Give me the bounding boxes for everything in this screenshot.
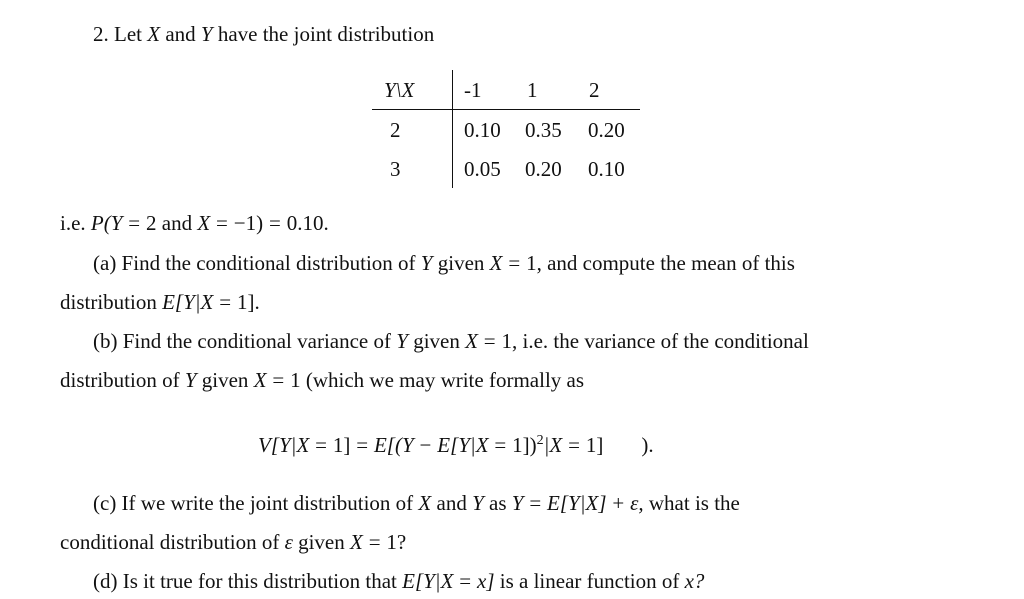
variance-equation [258,428,654,458]
part-d-line [93,568,704,594]
part-a-expr: E[Y|X [162,290,214,314]
part-c-as: as [489,491,507,515]
eq-bar: |X [543,433,563,457]
part-b-y: Y [396,329,408,353]
eq-one2: 1]) [512,433,537,457]
part-d-tail: is a linear function of [499,569,680,593]
ie-x: X [197,211,211,235]
part-b-x: X [465,329,478,353]
part-c-line2-text: conditional distribution of [60,530,280,554]
part-a-expr-end: 1]. [236,290,260,314]
part-a-text: (a) Find the conditional distribution of [93,251,416,275]
eq-mid: E[(Y [373,433,414,457]
heading-var-x: X [147,22,161,46]
table-col-header: 2 [589,78,600,102]
part-c-eps: ε, [630,491,644,515]
ie-eq3: = [268,211,281,235]
part-b-tail: 1, i.e. the variance of the conditional [501,329,809,353]
part-c-line-2 [60,529,406,555]
part-b-given2: given [201,368,249,392]
part-a-line2-text: distribution [60,290,157,314]
part-d-text: (d) Is it true for this distribution that [93,569,397,593]
part-c-y2: Y [511,491,524,515]
part-d-x: x] [477,569,495,593]
eq-eq1: = [315,433,327,457]
part-c-given: given [298,530,345,554]
part-a-eq2: = [219,290,232,314]
part-a-given: given [437,251,485,275]
part-a-y: Y [420,251,433,275]
part-d-expr: E[Y|X [402,569,454,593]
ie-two-and: 2 and [146,211,193,235]
table-horizontal-rule [372,109,640,110]
table-cell: 0.20 [525,157,562,181]
part-c-end: 1? [386,530,407,554]
part-b-tail2: 1 (which we may write formally as [290,368,585,392]
ie-p-open: P(Y [90,211,123,235]
ie-val: 0.10. [286,211,329,235]
eq-eq2: = [356,433,369,457]
part-c-x2: X [350,530,363,554]
part-c-y: Y [472,491,484,515]
heading-var-y: Y [200,22,213,46]
table-col-header: 1 [527,78,538,102]
part-b-given: given [413,329,460,353]
ie-eq1: = [128,211,141,235]
heading-text-after: have the joint distribution [217,22,435,46]
eq-square: 2 [536,433,544,448]
table-corner-label: Y\X [384,78,415,102]
part-b-eq2: = [272,368,285,392]
part-b-line-2 [60,367,584,393]
table-col-header: -1 [464,78,482,102]
part-d-x2: x? [684,569,705,593]
eq-eq4: = [568,433,580,457]
part-c-plus: + [612,491,625,515]
part-b-eq: = [483,329,496,353]
table-cell: 0.10 [464,118,501,142]
ie-neg1: −1) [233,211,264,235]
part-b-line-1 [93,328,809,354]
heading-text-before: Let [114,22,142,46]
ie-eq2: = [216,211,228,235]
heading-and: and [165,22,196,46]
table-row-label: 3 [390,157,401,181]
part-a-x: X [489,251,503,275]
table-cell: 0.35 [525,118,562,142]
eq-close: ). [641,433,654,457]
part-b-y2: Y [184,368,197,392]
table-cell: 0.05 [464,157,501,181]
problem-heading [93,21,434,47]
part-c-eq2: = [368,530,381,554]
eq-one3: 1] [585,433,604,457]
part-b-text: (b) Find the conditional variance of [93,329,391,353]
part-d-eq: = [459,569,472,593]
eq-inner: E[Y|X [437,433,489,457]
joint-distribution-table [372,70,642,190]
part-a-eq: = [508,251,521,275]
part-c-and: and [436,491,467,515]
part-a-line-2 [60,289,260,315]
part-b-x2: X [253,368,267,392]
table-row-label: 2 [390,118,401,142]
part-c-eps2: ε [284,530,293,554]
table-vertical-rule [452,70,453,188]
part-b-line2-text: distribution of [60,368,180,392]
eq-lhs: V[Y|X [258,433,310,457]
part-a-line-1 [93,250,795,276]
table-cell: 0.20 [588,118,625,142]
eq-minus: − [419,433,432,457]
part-c-tail: what is the [648,491,740,515]
part-c-expr: E[Y|X] [547,491,607,515]
eq-one1: 1] [332,433,351,457]
ie-prefix: i.e. [60,211,86,235]
part-c-eq: = [529,491,542,515]
eq-eq3: = [494,433,507,457]
part-c-text: (c) If we write the joint distribution of [93,491,414,515]
part-c-line-1 [93,490,740,516]
example-probability-line [60,210,329,236]
part-a-tail: 1, and compute the mean of this [526,251,795,275]
table-cell: 0.10 [588,157,625,181]
problem-number: 2. [93,22,109,46]
part-c-x: X [418,491,432,515]
